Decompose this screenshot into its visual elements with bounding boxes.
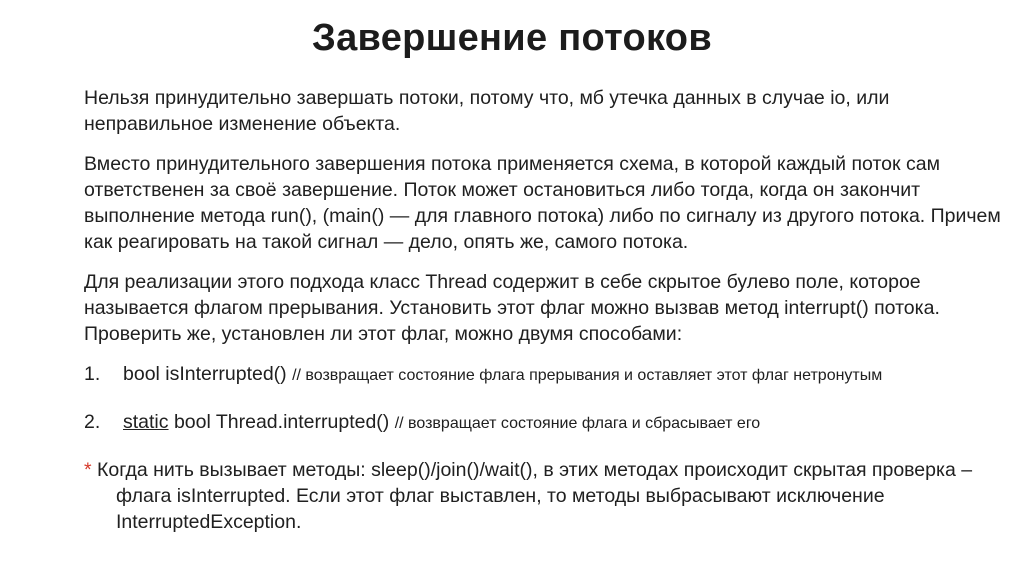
asterisk-marker: * (84, 459, 92, 481)
list-item-2 (84, 409, 1004, 437)
paragraph-2: Вместо принудительного завершения потока применяется схема, в которой каждый поток сам ответственен за своё завершение. Поток может остановиться либо тогда, когда он закончит выполнение метода run(), (main() — для главного потока) либо по сигналу из другого потока. Причем как реагировать на такой сигнал — дело, опять же, самого потока. (84, 153, 1001, 253)
footnote (84, 457, 1004, 535)
list-number: 2. (84, 411, 101, 433)
method-signature: bool Thread.interrupted() (173, 411, 390, 433)
slide-title: Завершение потоков (312, 17, 712, 59)
method-signature: bool isInterrupted() (123, 363, 287, 385)
paragraph-3: Для реализации этого подхода класс Thread содержит в себе скрытое булево поле, которое называется флагом прерывания. Установить этот флаг можно вызвав метод interrupt() потока. Проверить же, установлен ли этот флаг, можно двумя способами: (84, 271, 940, 345)
static-keyword: static (123, 411, 169, 433)
list-number: 1. (84, 363, 101, 385)
method-comment: // возвращает состояние флага прерывания и оставляет этот флаг нетронутым (292, 367, 883, 384)
slide-content (84, 85, 1004, 535)
list-item-1 (84, 361, 1004, 389)
method-comment: // возвращает состояние флага и сбрасывает его (394, 415, 761, 432)
paragraph-1: Нельзя принудительно завершать потоки, потому что, мб утечка данных в случае io, или неправильное изменение объекта. (84, 87, 890, 135)
footnote-text: Когда нить вызывает методы: sleep()/join()/wait(), в этих методах происходит скрытая проверка – флага isInterrupted. Если этот флаг выставлен, то методы выбрасывают исключение InterruptedException. (97, 459, 973, 533)
